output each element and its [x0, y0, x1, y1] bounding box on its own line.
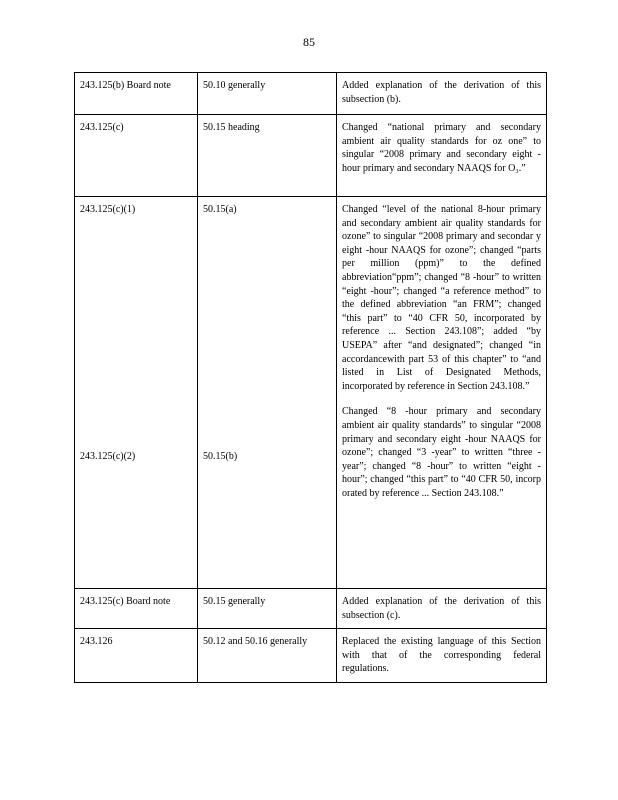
section-cell: 243.125(c) Board note	[75, 589, 198, 629]
federal-source-cell: 50.10 generally	[198, 73, 337, 115]
table-row-group	[75, 197, 547, 589]
table-row	[75, 589, 547, 629]
section-cell: 243.125(c)(1)	[80, 204, 136, 215]
derivation-table	[74, 72, 547, 683]
page-number: 85	[303, 35, 315, 49]
section-cell: 243.125(b) Board note	[75, 73, 198, 115]
description-cell: Added explanation of the derivation of this subsection (b).	[337, 73, 547, 115]
section-cell: 243.125(c)	[75, 115, 198, 197]
description-cell: Added explanation of the derivation of this subsection (c).	[337, 589, 547, 629]
federal-source-cell: 50.15(b)	[203, 450, 238, 462]
table-row	[75, 73, 547, 115]
federal-source-cell: 50.15 heading	[198, 115, 337, 197]
federal-source-cell: 50.15 generally	[198, 589, 337, 629]
federal-source-cell-group	[198, 197, 337, 589]
description-cell: Changed “national primary and secondary ambient air quality standards for oz one” to singular “2008 primary and secondary eight -hour primary and secondary NAAQS for O₃.”	[337, 115, 547, 197]
description-cell-group	[337, 197, 547, 589]
section-cell: 243.125(c)(2)	[80, 450, 136, 462]
section-cell-group	[75, 197, 198, 589]
description-cell: Changed “8 -hour primary and secondary ambient air quality standards” to singular “2008 primary and secondary eight -hour NAAQS for ozone”; changed “3 -year” to written “three -year”; changed “8 -hour” to written “eight - hour”; changed “this part” to “40 CFR 50, incorp orated by reference ... Section 243.108.”	[342, 406, 541, 499]
federal-source-cell: 50.15(a)	[203, 204, 237, 215]
section-cell: 243.126	[75, 629, 198, 683]
description-cell: Replaced the existing language of this Section with that of the corresponding federal regulations.	[337, 629, 547, 683]
table-row	[75, 629, 547, 683]
description-cell: Changed “level of the national 8-hour primary and secondary ambient air quality standards for ozone” to singular “2008 primary and secondar y eight -hour NAAQS for ozone”; changed “parts per million (ppm)” to the defined abbreviation“ppm”; changed “8 -hour” to written “eight -hour”; changed “a reference method” to the defined abbreviation “an FRM”; changed “this part” to “40 CFR 50, incorporated by reference ... Section 243.108”; added “by USEPA” after “and designated”; changed “in accordancewith part 53 of this chapter” to “and listed in List of Designated Methods, incorporated by reference in Section 243.108.”	[342, 204, 541, 392]
table-row	[75, 115, 547, 197]
federal-source-cell: 50.12 and 50.16 generally	[198, 629, 337, 683]
